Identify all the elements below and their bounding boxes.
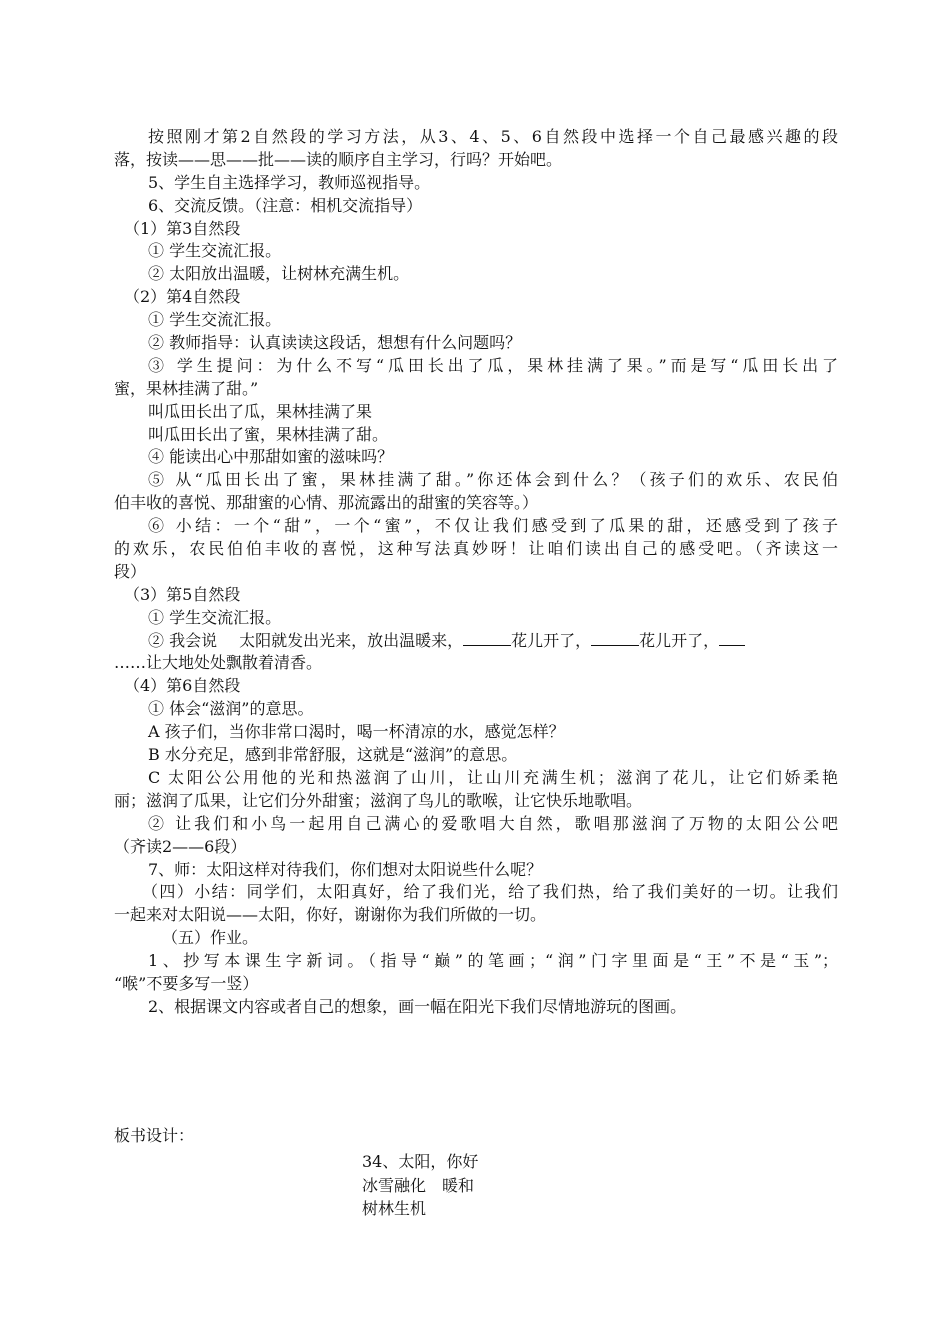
fill-in-continuation: ……让大地处处飘散着清香。	[114, 653, 323, 673]
homework-item: 1、抄写本课生字新词。（指导“巅”的笔画；“润”门字里面是“王”不是“玉”；	[148, 951, 838, 971]
list-item: ② 教师指导：认真读读这段话，想想有什么问题吗？	[148, 333, 522, 353]
list-item: ③ 学生提问：为什么不写“瓜田长出了瓜，果林挂满了果。”而是写“瓜田长出了	[148, 355, 838, 375]
fill-text: 花儿开了，	[639, 630, 720, 650]
lesson-body	[114, 126, 838, 1019]
list-item-continuation: 丽；滋润了瓜果，让它们分外甜蜜；滋润了鸟儿的歌喉，让它快乐地歌唱。	[114, 790, 643, 810]
list-item-continuation: （齐读2——6段）	[114, 836, 247, 856]
fill-blank	[719, 630, 745, 646]
fill-text: 花儿开了，	[511, 630, 592, 650]
list-item-continuation: 蜜，果林挂满了甜。”	[114, 378, 259, 398]
board-title: 34、太阳，你好	[362, 1152, 479, 1171]
step-line: 7、师：太阳这样对待我们，你们想对太阳说些什么呢？	[148, 859, 543, 879]
list-item: B 水分充足，感到非常舒服，这就是“滋润”的意思。	[148, 745, 518, 765]
list-item-continuation: 的欢乐，农民伯伯丰收的喜悦，这种写法真妙呀！让咱们读出自己的感受吧。（齐读这一	[114, 539, 838, 559]
step-line: 6、交流反馈。（注意：相机交流指导）	[148, 195, 423, 215]
list-item: ④ 能读出心中那甜如蜜的滋味吗？	[148, 447, 394, 467]
list-item: ① 体会“滋润”的意思。	[148, 699, 314, 719]
list-item: ① 学生交流汇报。	[148, 241, 282, 261]
fill-in-line	[114, 630, 838, 653]
list-item: ① 学生交流汇报。	[148, 310, 282, 330]
summary-line: （四）小结：同学们，太阳真好，给了我们光，给了我们热，给了我们美好的一切。让我们	[142, 882, 838, 902]
summary-continuation: 一起来对太阳说——太阳，你好，谢谢你为我们所做的一切。	[114, 905, 547, 925]
list-item-continuation: 段）	[114, 561, 147, 581]
list-item: ② 让我们和小鸟一起用自己满心的爱歌唱大自然，歌唱那滋润了万物的太阳公公吧	[148, 813, 838, 833]
step-line: 5、学生自主选择学习，教师巡视指导。	[148, 172, 431, 192]
board-row: 树林生机	[362, 1199, 427, 1218]
homework-item: 2、根据课文内容或者自己的想象，画一幅在阳光下我们尽情地游玩的图画。	[148, 996, 687, 1016]
fill-lead: ② 我会说	[148, 630, 218, 650]
section-heading: （3）第5自然段	[124, 584, 241, 604]
homework-continuation: “喉”不要多写一竖）	[114, 973, 259, 993]
list-item: C 太阳公公用他的光和热滋润了山川，让山川充满生机；滋润了花儿，让它们娇柔艳	[148, 767, 838, 787]
list-item: ② 太阳放出温暖，让树林充满生机。	[148, 264, 410, 284]
fill-text: 太阳就发出光来，放出温暖来，	[239, 630, 464, 650]
board-row: 冰雪融化 暖和	[362, 1175, 475, 1195]
section-heading: （五）作业。	[162, 928, 259, 948]
fill-blank	[463, 630, 511, 646]
section-heading: （4）第6自然段	[124, 676, 241, 696]
example-line: 叫瓜田长出了瓜，果林挂满了果	[148, 401, 373, 421]
list-item: ① 学生交流汇报。	[148, 607, 282, 627]
section-heading: （1）第3自然段	[124, 218, 241, 238]
board-design-heading: 板书设计：	[114, 1126, 195, 1145]
paragraph-line: 落，按读——思——批——读的顺序自主学习，行吗？开始吧。	[114, 149, 563, 169]
list-item: ⑥ 小结：一个“甜”，一个“蜜”，不仅让我们感受到了瓜果的甜，还感受到了孩子	[148, 516, 838, 536]
example-line: 叫瓜田长出了蜜，果林挂满了甜。	[148, 424, 389, 444]
list-item: A 孩子们，当你非常口渴时，喝一杯清凉的水，感觉怎样？	[148, 722, 565, 742]
paragraph-line: 按照刚才第2自然段的学习方法，从3、4、5、6自然段中选择一个自己最感兴趣的段	[148, 127, 838, 146]
board-design	[362, 1150, 478, 1221]
list-item: ⑤ 从“瓜田长出了蜜，果林挂满了甜。”你还体会到什么？（孩子们的欢乐、农民伯	[148, 470, 838, 490]
list-item-continuation: 伯丰收的喜悦、那甜蜜的心情、那流露出的甜蜜的笑容等。）	[114, 493, 539, 513]
section-heading: （2）第4自然段	[124, 287, 241, 307]
fill-blank	[591, 630, 639, 646]
